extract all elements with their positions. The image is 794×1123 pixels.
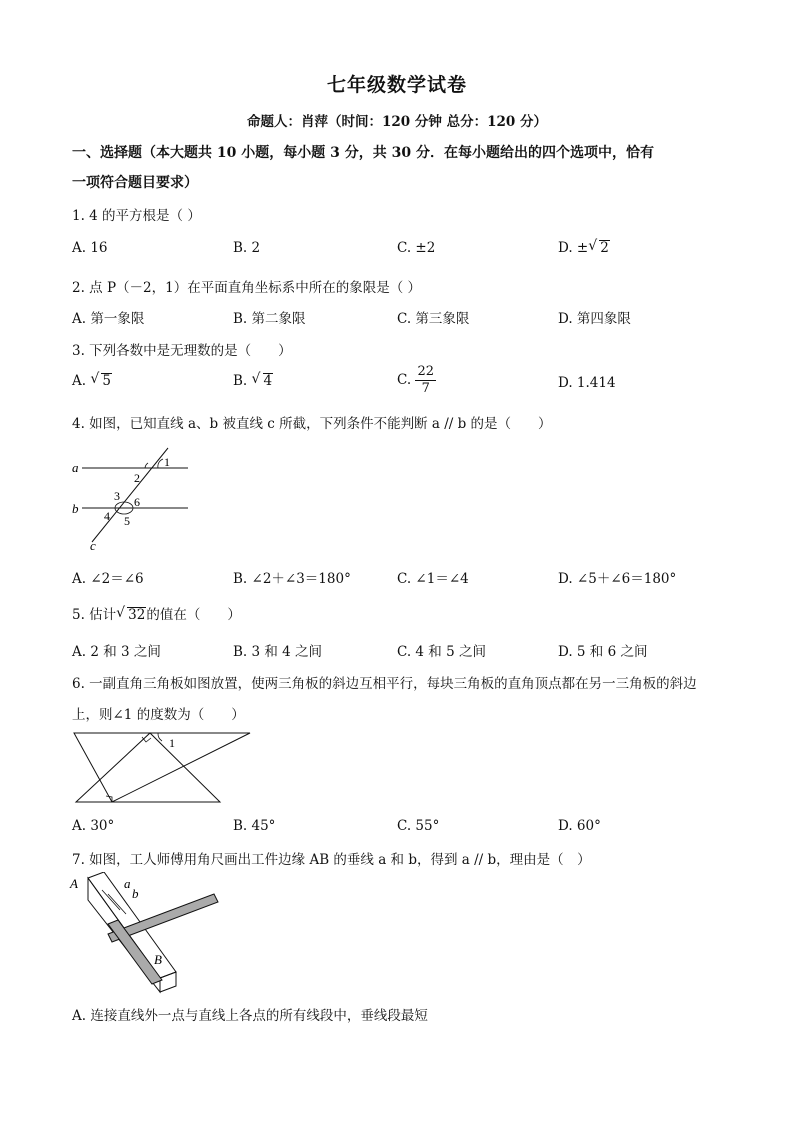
label-angle-1: 1 bbox=[169, 736, 175, 750]
q6-option-c: C. 55° bbox=[397, 818, 440, 834]
label-b: b bbox=[132, 886, 139, 901]
q1-option-c: C. ±2 bbox=[397, 240, 436, 256]
angle-2-arc bbox=[145, 463, 148, 468]
q2-option-d: D. 第四象限 bbox=[558, 311, 631, 327]
q3-option-b bbox=[233, 373, 273, 389]
page-title: 七年级数学试卷 bbox=[326, 74, 467, 96]
q1-option-d bbox=[558, 240, 610, 256]
label-a: a bbox=[124, 876, 131, 891]
parallel-lines-figure bbox=[68, 446, 198, 558]
set-squares-figure bbox=[72, 730, 254, 804]
sqrt-sign bbox=[92, 373, 112, 389]
q1-option-a: A. 16 bbox=[72, 240, 108, 256]
q3-option-c-prefix: C. bbox=[397, 372, 412, 388]
q5-stem-prefix: 5. 估计 bbox=[72, 607, 117, 623]
q2-option-c: C. 第三象限 bbox=[397, 311, 470, 327]
triangle-lower bbox=[76, 733, 220, 802]
t-square-figure bbox=[68, 872, 220, 994]
label-c: c bbox=[90, 538, 96, 553]
question-1-stem: 1. 4 的平方根是（ ） bbox=[72, 208, 201, 224]
question-5-stem bbox=[72, 603, 241, 623]
q4-option-c: C. ∠1＝∠4 bbox=[397, 571, 469, 587]
label-b: b bbox=[72, 501, 79, 516]
q2-option-a: A. 第一象限 bbox=[72, 311, 145, 327]
q1-option-d-prefix: D. ± bbox=[558, 240, 589, 256]
q4-option-d: D. ∠5＋∠6＝180° bbox=[558, 571, 677, 587]
q3-option-a-prefix: A. bbox=[72, 373, 87, 389]
section-heading-line1: 一、选择题（本大题共 10 小题，每小题 3 分，共 30 分．在每小题给出的四个选项中，恰有 bbox=[72, 145, 654, 161]
q3-option-a bbox=[72, 373, 112, 389]
q1-option-b: B. 2 bbox=[233, 240, 261, 256]
q3-option-b-prefix: B. bbox=[233, 373, 248, 389]
sqrt-sign bbox=[254, 373, 274, 389]
fraction bbox=[415, 364, 436, 397]
q6-option-d: D. 60° bbox=[558, 818, 601, 834]
q7-option-a: A. 连接直线外一点与直线上各点的所有线段中，垂线段最短 bbox=[72, 1008, 428, 1024]
label-a: a bbox=[72, 460, 79, 475]
q4-option-a: A. ∠2＝∠6 bbox=[72, 571, 144, 587]
line-b bbox=[108, 894, 126, 914]
question-4-stem: 4. 如图，已知直线 a、b 被直线 c 所截，下列条件不能判断 a // b 的是（ ） bbox=[72, 416, 552, 432]
q3-option-c-denominator: 7 bbox=[421, 381, 430, 396]
sqrt-sign bbox=[118, 607, 146, 623]
q3-option-d: D. 1.414 bbox=[558, 375, 616, 391]
question-7-stem: 7. 如图，工人师傅用角尺画出工件边缘 AB 的垂线 a 和 b，得到 a // b，理由是（ ） bbox=[72, 852, 591, 868]
page-subtitle: 命题人：肖萍（时间：120 分钟 总分：120 分） bbox=[247, 114, 547, 130]
question-3-stem: 3. 下列各数中是无理数的是（ ） bbox=[72, 343, 292, 359]
label-angle-5: 5 bbox=[124, 514, 130, 528]
q5-stem-radicand: 32 bbox=[128, 607, 146, 623]
label-B: B bbox=[154, 952, 162, 967]
workpiece-end bbox=[160, 972, 176, 992]
line-c bbox=[92, 448, 168, 542]
angle-1-arc bbox=[158, 733, 162, 741]
q5-option-c: C. 4 和 5 之间 bbox=[397, 644, 486, 660]
section-heading-line2: 一项符合题目要求） bbox=[72, 175, 198, 191]
q3-option-b-radicand: 4 bbox=[263, 373, 273, 389]
q5-stem-suffix: 的值在（ ） bbox=[146, 607, 241, 623]
q3-option-a-radicand: 5 bbox=[102, 373, 111, 389]
q5-option-b: B. 3 和 4 之间 bbox=[233, 644, 323, 660]
q1-option-d-radicand: 2 bbox=[600, 240, 609, 256]
q6-option-b: B. 45° bbox=[233, 818, 276, 834]
line-a bbox=[102, 890, 120, 910]
q6-option-a: A. 30° bbox=[72, 818, 115, 834]
q4-option-b: B. ∠2＋∠3＝180° bbox=[233, 571, 351, 587]
q5-option-d: D. 5 和 6 之间 bbox=[558, 644, 648, 660]
label-angle-6: 6 bbox=[134, 495, 140, 509]
triangle-upper bbox=[74, 733, 250, 802]
label-angle-2: 2 bbox=[134, 471, 140, 485]
q2-option-b: B. 第二象限 bbox=[233, 311, 306, 327]
q5-option-a: A. 2 和 3 之间 bbox=[72, 644, 161, 660]
question-6-line1: 6. 一副直角三角板如图放置，使两三角板的斜边互相平行，每块三角板的直角顶点都在另一三角板的斜边 bbox=[72, 676, 697, 692]
label-angle-3: 3 bbox=[114, 489, 120, 503]
q3-option-c-numerator: 22 bbox=[417, 364, 434, 379]
label-angle-1: 1 bbox=[164, 455, 170, 469]
question-2-stem: 2. 点 P（－2，1）在平面直角坐标系中所在的象限是（ ） bbox=[72, 280, 422, 296]
label-angle-4: 4 bbox=[104, 509, 110, 523]
q3-option-c bbox=[397, 364, 436, 397]
label-A: A bbox=[70, 876, 78, 891]
sqrt-sign bbox=[590, 240, 610, 256]
question-6-line2: 上，则∠1 的度数为（ ） bbox=[72, 707, 245, 723]
